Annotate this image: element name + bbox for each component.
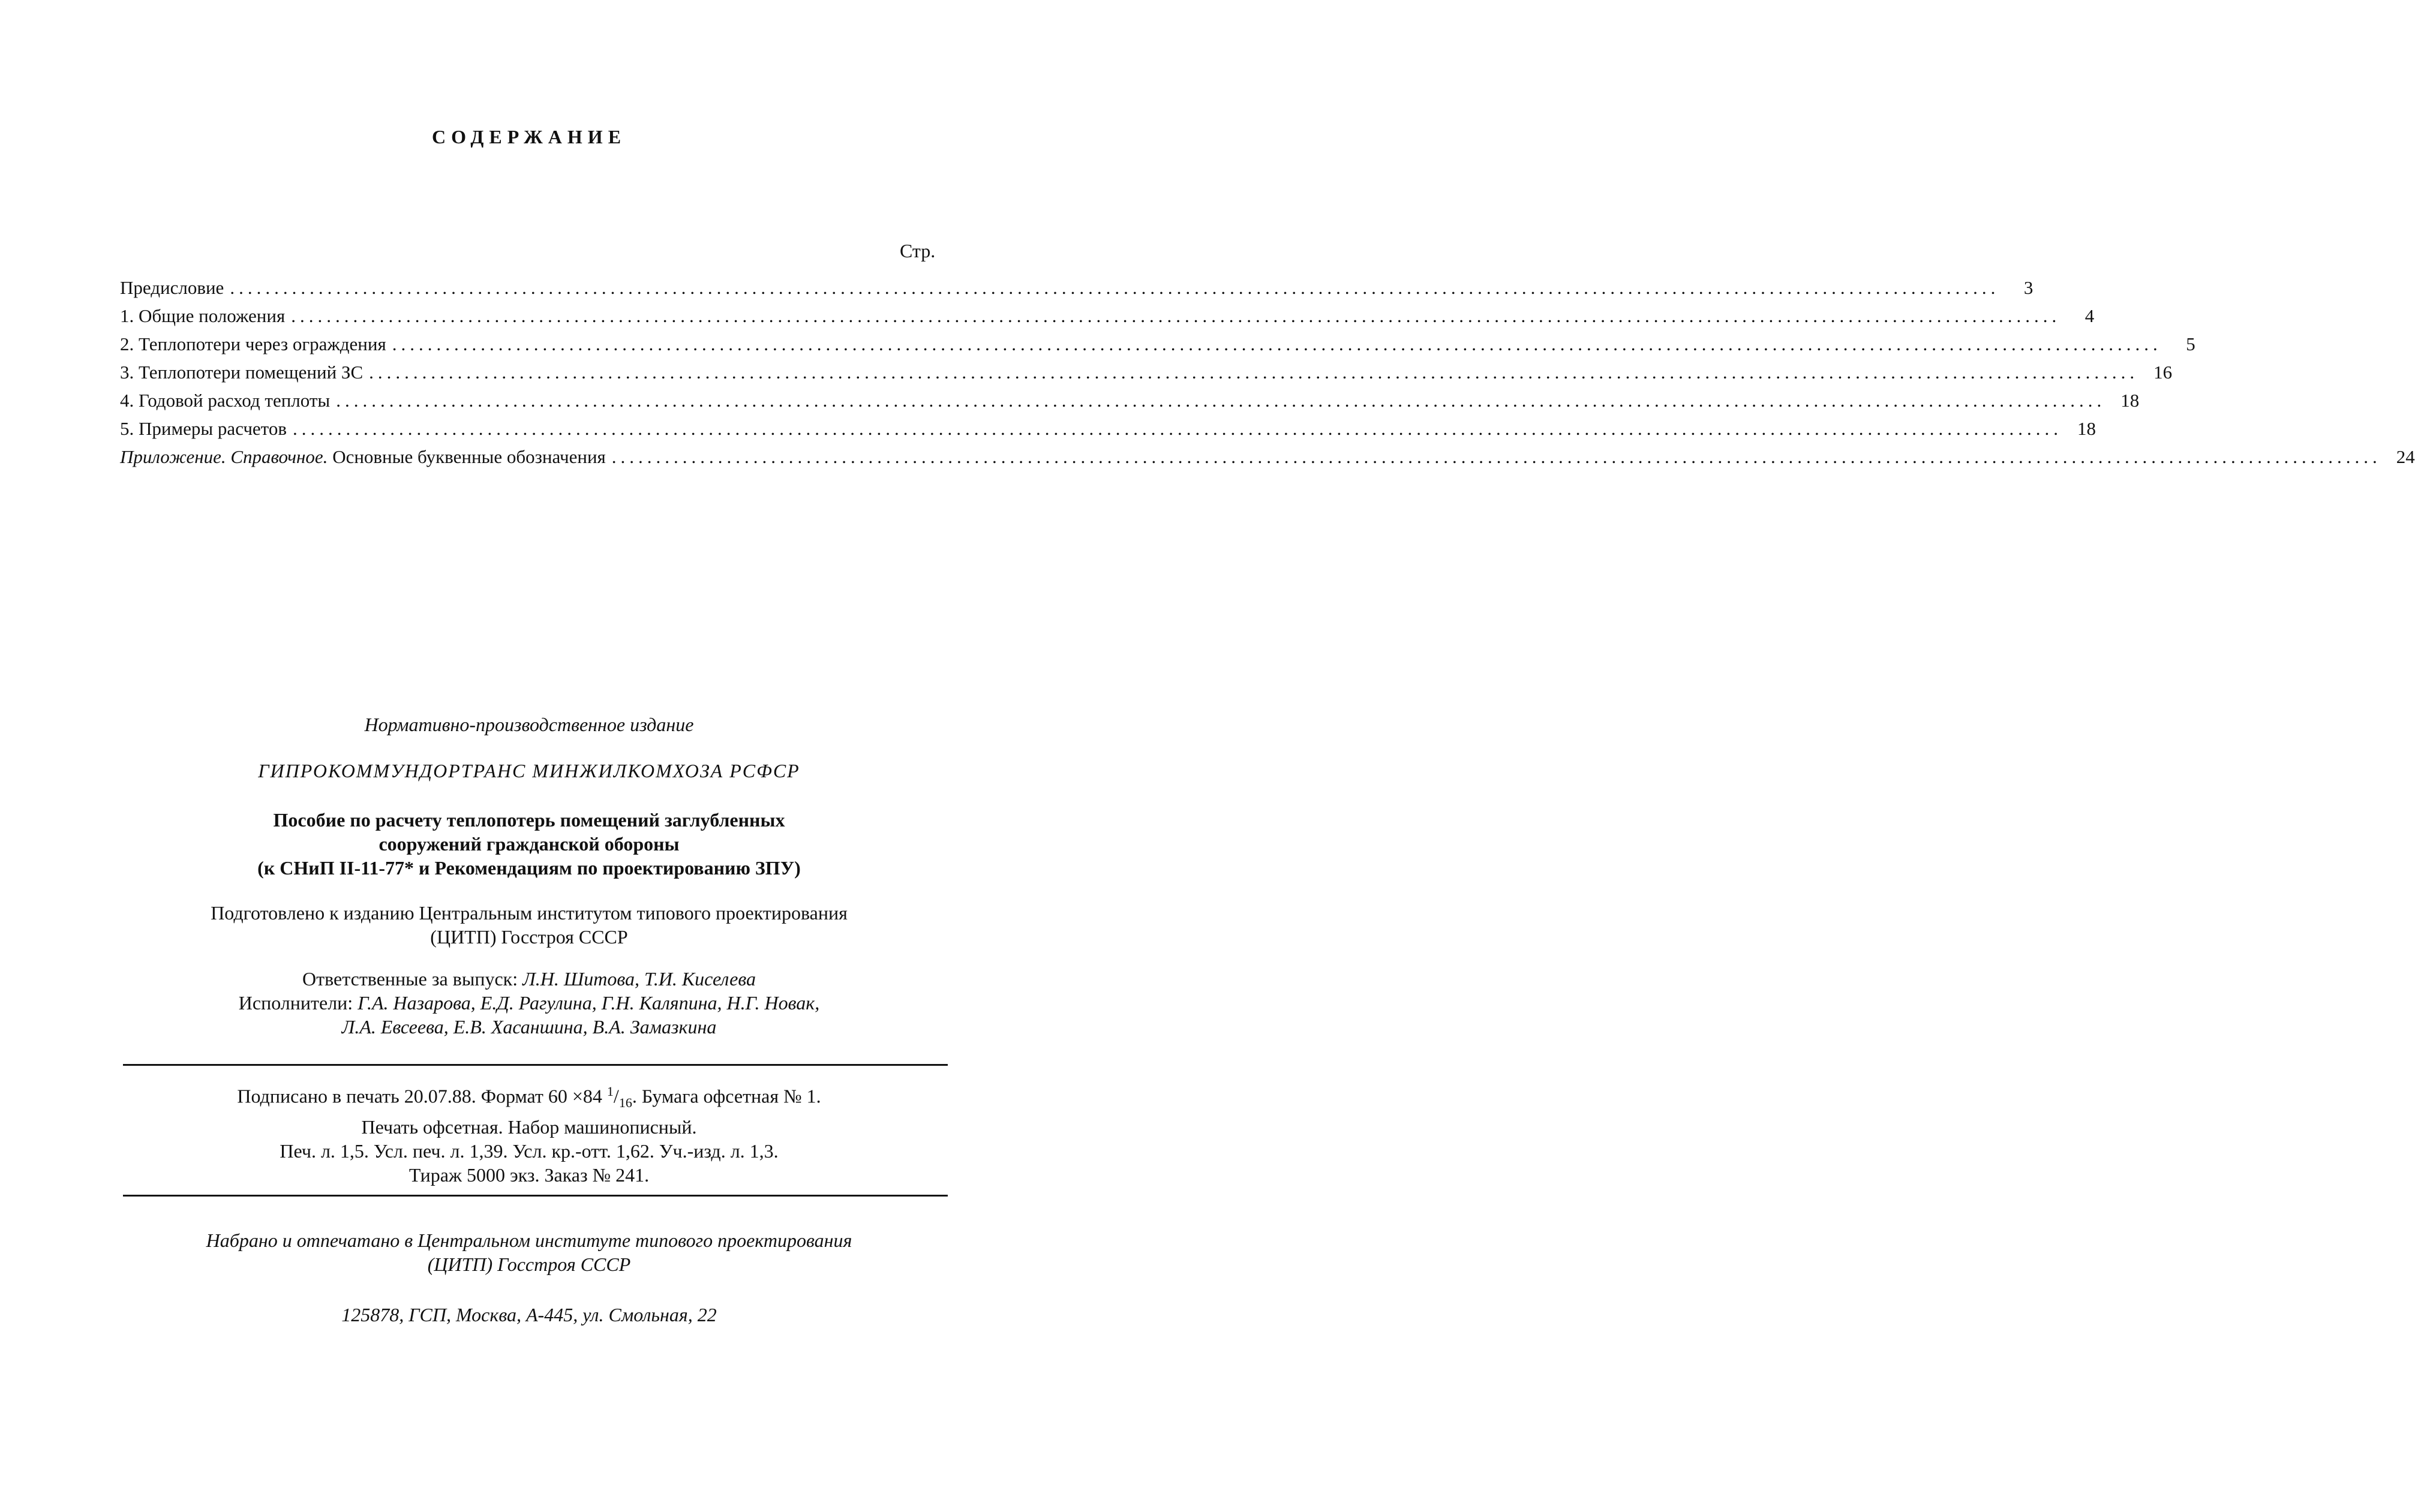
page-title: СОДЕРЖАНИЕ xyxy=(431,126,627,148)
toc-dot-leader: ........................................................................................................................................................................................................ xyxy=(392,333,2162,354)
toc-dot-leader: ........................................................................................................................................................................................................ xyxy=(292,418,2062,439)
toc-dot-leader: ........................................................................................................................................................................................................ xyxy=(369,362,2139,383)
divider-top xyxy=(123,1064,948,1066)
book-title-line: Пособие по расчету теплопотерь помещений заглубленных xyxy=(273,809,785,831)
toc-entry-page: 5 xyxy=(2186,333,2195,354)
credits xyxy=(0,967,1058,1039)
publication-type: Нормативно-производственное издание xyxy=(364,714,694,735)
toc-entry xyxy=(120,362,2173,390)
toc-dot-leader: ........................................................................................................................................................................................................ xyxy=(336,390,2106,411)
toc-appendix-prefix: Приложение. Справочное. xyxy=(120,446,328,467)
print-info xyxy=(0,1080,1058,1187)
prepared-by-line: (ЦИТП) Госстроя СССР xyxy=(430,926,628,948)
responsible-names: Л.Н. Шитова, Т.И. Киселева xyxy=(522,968,756,990)
toc-dot-leader: ........................................................................................................................................................................................................ xyxy=(230,277,2000,298)
organization-name: ГИПРОКОММУНДОРТРАНС МИНЖИЛКОМХОЗА РСФСР xyxy=(258,760,800,781)
printer-line: (ЦИТП) Госстроя СССР xyxy=(427,1254,631,1275)
toc-entry xyxy=(120,390,2140,418)
executors-line xyxy=(0,991,1058,1015)
toc-entry-label: 1. Общие положения xyxy=(120,305,286,326)
toc-page-column-header: Стр. xyxy=(900,240,936,261)
toc-entry xyxy=(120,333,2195,362)
toc-entry-label: 3. Теплопотери помещений ЗС xyxy=(120,362,364,383)
executors-names: Г.А. Назарова, Е.Д. Рагулина, Г.Н. Каляпина, Н.Г. Новак, xyxy=(358,992,820,1014)
format-fraction-denominator: 16 xyxy=(618,1095,632,1111)
toc-entry xyxy=(120,305,2095,333)
print-signed-prefix: Подписано в печать 20.07.88. Формат 60 ×84 xyxy=(237,1085,607,1107)
prepared-by xyxy=(0,901,1058,949)
book-title-line: (к СНиП II-11-77* и Рекомендациям по проектированию ЗПУ) xyxy=(257,857,801,879)
toc-entry-label: 2. Теплопотери через ограждения xyxy=(120,333,386,354)
toc-entry xyxy=(120,418,2096,446)
toc-entry-label: Предисловие xyxy=(120,277,224,298)
print-info-line: Печ. л. 1,5. Усл. печ. л. 1,39. Усл. кр.-отт. 1,62. Уч.-изд. л. 1,3. xyxy=(280,1140,779,1162)
toc-entry-page: 3 xyxy=(2023,277,2033,298)
table-of-contents xyxy=(120,277,2415,474)
printer-line: Набрано и отпечатано в Центральном институте типового проектирования xyxy=(206,1230,852,1251)
toc-entry-label xyxy=(120,446,606,468)
toc-entry-page: 24 xyxy=(2396,446,2415,467)
responsible-label: Ответственные за выпуск: xyxy=(302,968,523,990)
toc-appendix-label: Основные буквенные обозначения xyxy=(328,446,606,467)
divider-bottom xyxy=(123,1195,948,1197)
printer-address: 125878, ГСП, Москва, А-445, ул. Смольная, 22 xyxy=(341,1304,717,1325)
book-title-line: сооружений гражданской обороны xyxy=(379,833,680,855)
print-info-line: Тираж 5000 экз. Заказ № 241. xyxy=(408,1164,650,1186)
toc-entry xyxy=(120,277,2033,305)
toc-dot-leader: ........................................................................................................................................................................................................ xyxy=(291,305,2061,326)
executors-line-2: Л.А. Евсеева, Е.В. Хасаншина, В.А. Замазкина xyxy=(341,1016,717,1038)
prepared-by-line: Подготовлено к изданию Центральным институтом типового проектирования xyxy=(211,902,848,924)
toc-entry-page: 4 xyxy=(2084,305,2095,326)
toc-entry-page: 18 xyxy=(2077,418,2096,439)
print-signed-suffix: . Бумага офсетная № 1. xyxy=(632,1085,821,1107)
toc-entry-appendix xyxy=(120,446,2415,474)
printer-info xyxy=(0,1228,1058,1276)
format-fraction-slash: / xyxy=(613,1085,619,1107)
executors-label: Исполнители: xyxy=(238,992,358,1014)
book-title xyxy=(0,808,1058,880)
toc-entry-label: 4. Годовой расход теплоты xyxy=(120,390,331,411)
print-info-line: Печать офсетная. Набор машинописный. xyxy=(361,1116,697,1138)
toc-dot-leader: ........................................................................................................................................................................................................ xyxy=(611,446,2381,467)
format-fraction-numerator: 1 xyxy=(606,1084,614,1099)
responsible-line xyxy=(0,967,1058,991)
toc-entry-page: 18 xyxy=(2120,390,2140,411)
toc-entry-page: 16 xyxy=(2153,362,2173,383)
print-signed-line xyxy=(0,1080,1058,1115)
toc-entry-label: 5. Примеры расчетов xyxy=(120,418,287,439)
